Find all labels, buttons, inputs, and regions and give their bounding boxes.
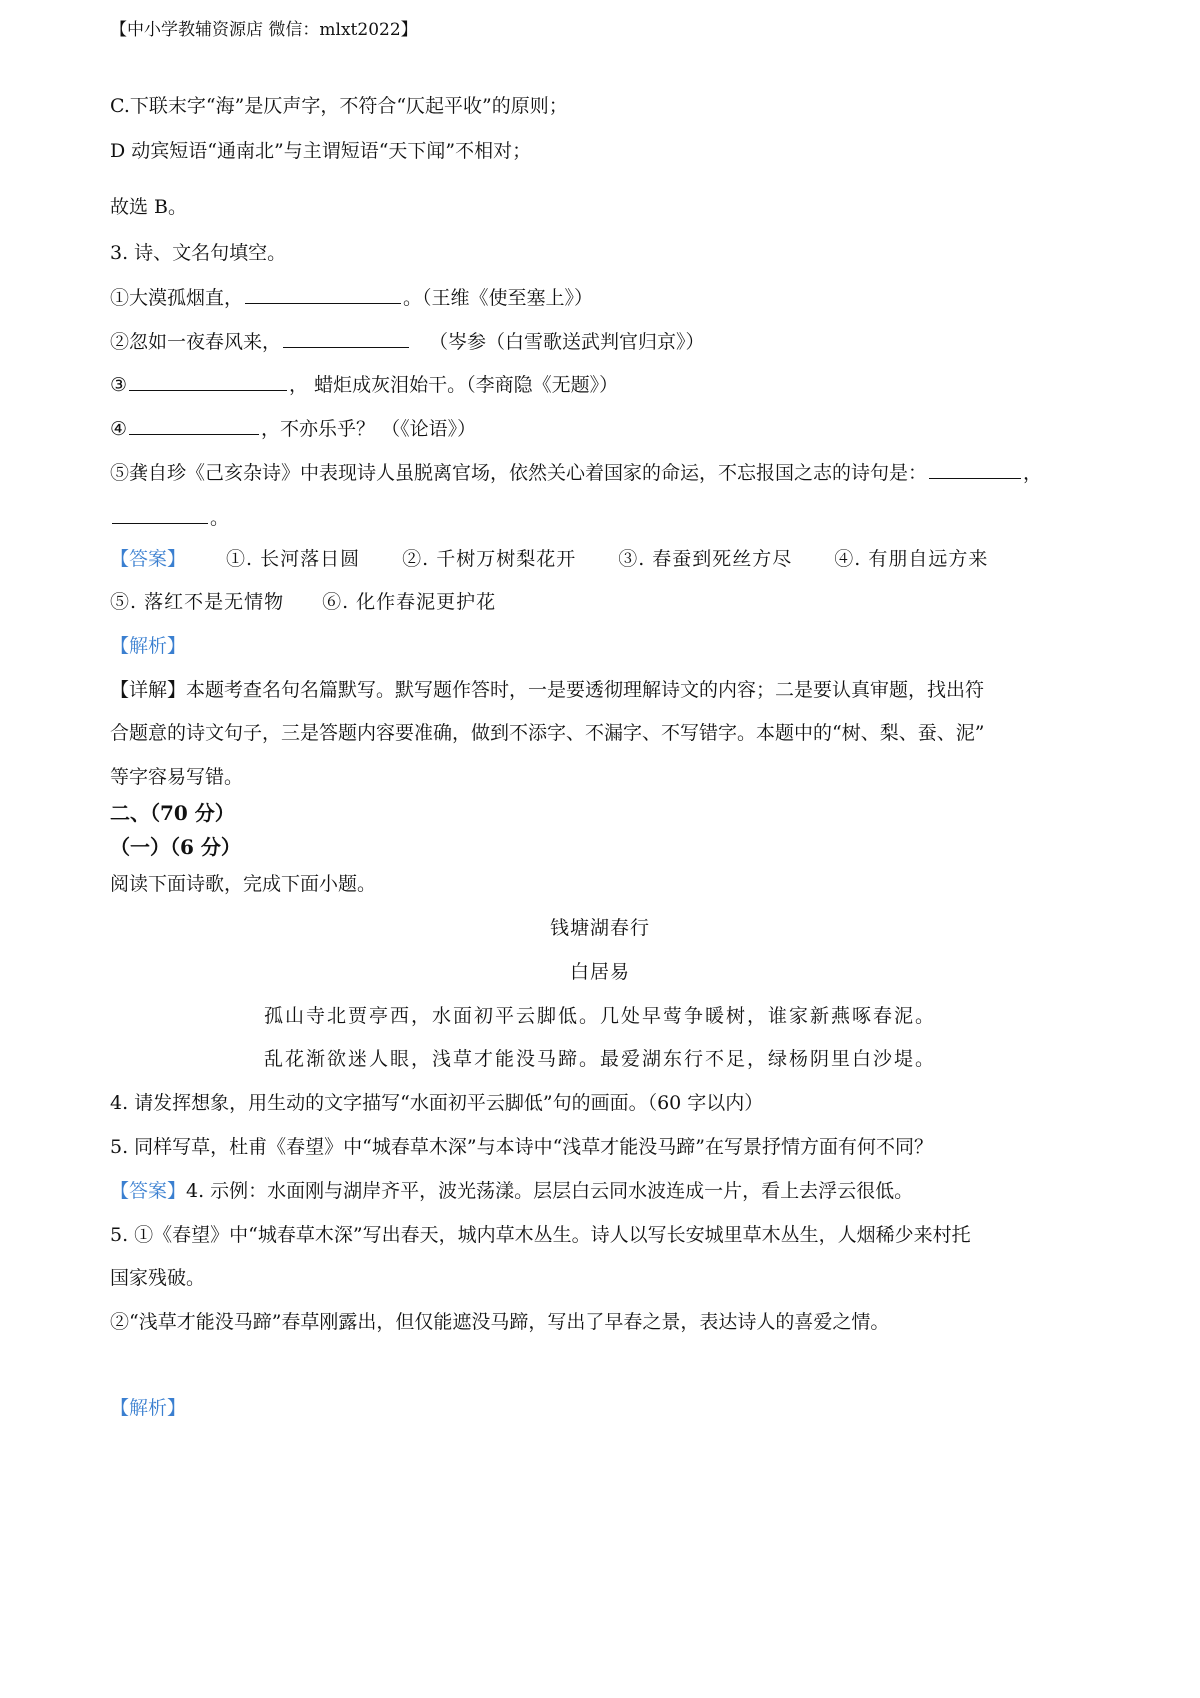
q3-item-3 bbox=[110, 370, 618, 399]
answer-4-text: 4. 示例：水面刚与湖岸齐平，波光荡漾。层层白云同水波连成一片，看上去浮云很低。 bbox=[186, 1180, 914, 1202]
answer-label: 【答案】 bbox=[110, 548, 187, 570]
answer-item: ④. 有朋自远方来 bbox=[834, 548, 989, 570]
answer-5-line-2: 国家残破。 bbox=[110, 1267, 206, 1289]
q3-item-1 bbox=[110, 283, 593, 312]
q3-item-2-suffix: （岑参（白雪歌送武判官归京》） bbox=[429, 331, 705, 353]
poem-title: 钱塘湖春行 bbox=[549, 917, 650, 939]
q3-item-5 bbox=[110, 458, 1042, 487]
answer-label: 【答案】 bbox=[110, 1180, 187, 1202]
q3-item-3-prefix: ③ bbox=[110, 374, 128, 396]
poem-line-2: 乱花渐欲迷人眼，浅草才能没马蹄。最爱湖东行不足，绿杨阴里白沙堤。 bbox=[263, 1048, 936, 1070]
poem-line-1: 孤山寺北贾亭西，水面初平云脚低。几处早莺争暖树，谁家新燕啄春泥。 bbox=[263, 1005, 936, 1027]
answer-item: ②. 千树万树梨花开 bbox=[402, 548, 577, 570]
poem-author: 白居易 bbox=[569, 961, 630, 983]
detail-line-3: 等字容易写错。 bbox=[110, 766, 244, 788]
answer-item: ⑤. 落红不是无情物 bbox=[110, 591, 285, 613]
analysis-label-2: 【解析】 bbox=[110, 1397, 187, 1419]
q3-item-1-prefix: ①大漠孤烟直， bbox=[110, 287, 244, 309]
answer-3-line-1 bbox=[110, 545, 988, 573]
q3-item-4-prefix: ④ bbox=[110, 418, 128, 440]
answer-blank[interactable] bbox=[929, 458, 1021, 479]
reading-instruction: 阅读下面诗歌，完成下面小题。 bbox=[110, 873, 377, 895]
section-2-subtitle: （一）（6 分） bbox=[110, 835, 241, 859]
question-3-title: 3. 诗、文名句填空。 bbox=[110, 242, 287, 264]
answer-item: ⑥. 化作春泥更护花 bbox=[322, 591, 497, 613]
q3-item-2-prefix: ②忽如一夜春风来， bbox=[110, 331, 282, 353]
answer-3-line-2 bbox=[110, 588, 538, 616]
detail-line-1: 【详解】本题考查名句名篇默写。默写题作答时，一是要透彻理解诗文的内容；二是要认真审题，找出符 bbox=[110, 679, 985, 701]
answer-5-line-1: 5. ①《春望》中“城春草木深”写出春天，城内草木丛生。诗人以写长安城里草木丛生，人烟稀少来村托 bbox=[110, 1224, 971, 1246]
section-2-title: 二、（70 分） bbox=[110, 801, 235, 825]
q3-item-4-suffix: ，不亦乐乎？ （《论语》） bbox=[261, 418, 477, 440]
answer-blank[interactable] bbox=[245, 283, 401, 304]
answer-blank[interactable] bbox=[129, 370, 287, 391]
q3-item-5-mid: ， bbox=[1023, 462, 1043, 484]
detail-line-2: 合题意的诗文句子，三是答题内容要准确，做到不添字、不漏字、不写错字。本题中的“树、梨、蚕、泥” bbox=[110, 722, 985, 744]
option-c: C.下联末字“海”是仄声字，不符合“仄起平收”的原则； bbox=[110, 95, 568, 117]
answer-blank[interactable] bbox=[112, 503, 208, 524]
q3-item-2 bbox=[110, 327, 705, 356]
q3-item-4 bbox=[110, 414, 476, 443]
q3-item-5-cont bbox=[110, 503, 229, 532]
q3-item-5-end: 。 bbox=[210, 507, 230, 529]
answer-blank[interactable] bbox=[283, 327, 409, 348]
answer-blank[interactable] bbox=[129, 414, 259, 435]
answer-item: ③. 春蚕到死丝方尽 bbox=[618, 548, 793, 570]
option-d: D 动宾短语“通南北”与主谓短语“天下闻”不相对； bbox=[110, 140, 532, 162]
q3-item-3-suffix: ， 蜡炬成灰泪始干。（李商隐《无题》） bbox=[289, 374, 619, 396]
analysis-label: 【解析】 bbox=[110, 635, 187, 657]
answer-5-line-3: ②“浅草才能没马蹄”春草刚露出，但仅能遮没马蹄，写出了早春之景，表达诗人的喜爱之情。 bbox=[110, 1311, 890, 1333]
watermark-header: 【中小学教辅资源店 微信：mlxt2022】 bbox=[110, 20, 418, 40]
q3-item-1-suffix: 。（王维《使至塞上》） bbox=[403, 287, 594, 309]
choose-answer: 故选 B。 bbox=[110, 196, 188, 218]
answer-item: ①. 长河落日圆 bbox=[226, 548, 361, 570]
question-4: 4. 请发挥想象，用生动的文字描写“水面初平云脚低”句的画面。（60 字以内） bbox=[110, 1092, 764, 1114]
answer-4 bbox=[110, 1177, 913, 1205]
question-5: 5. 同样写草，杜甫《春望》中“城春草木深”与本诗中“浅草才能没马蹄”在写景抒情方面有何不同？ bbox=[110, 1136, 934, 1158]
q3-item-5-prefix: ⑤龚自珍《己亥杂诗》中表现诗人虽脱离官场，依然关心着国家的命运，不忘报国之志的诗句是： bbox=[110, 462, 928, 484]
